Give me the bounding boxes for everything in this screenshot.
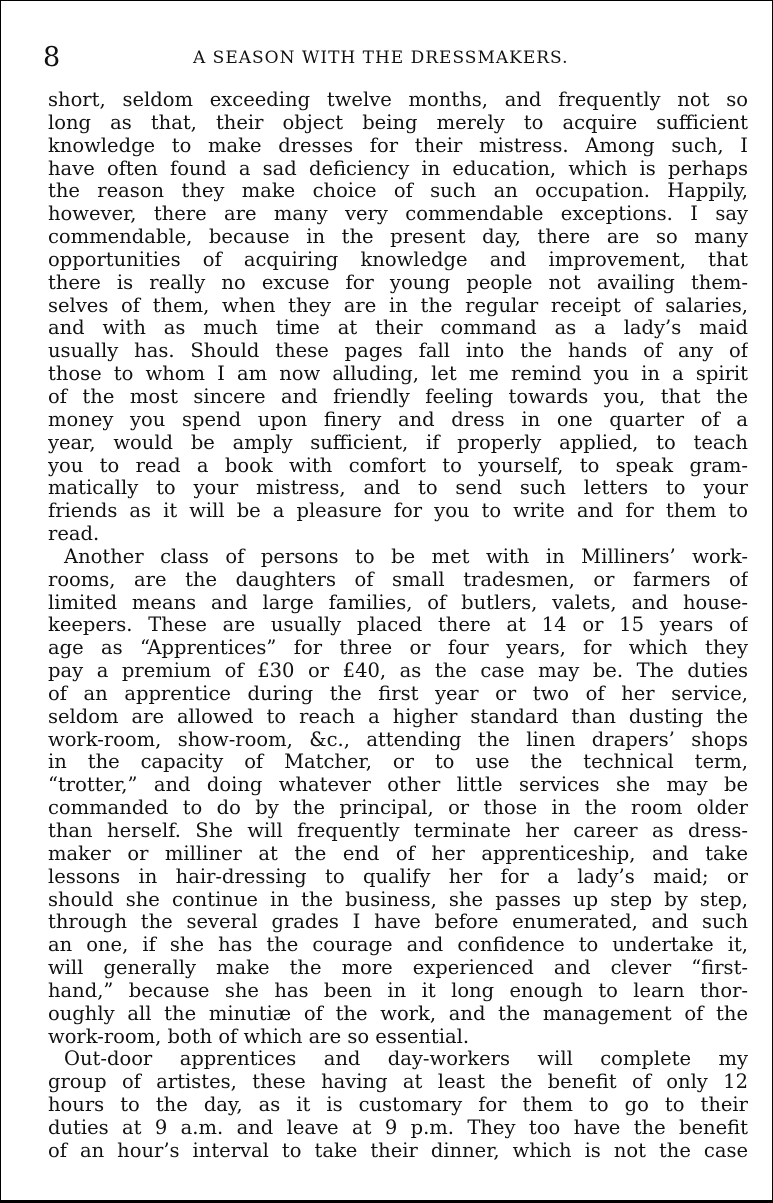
page-number: 8 xyxy=(43,42,61,73)
text-line: selves of them, when they are in the regular receipt of salaries, xyxy=(48,294,748,317)
text-line: group of artistes, these having at least the benefit of only 12 xyxy=(48,1071,748,1094)
text-line: work-room, both of which are so essential. xyxy=(48,1025,470,1048)
text-line: limited means and large families, of butlers, valets, and house- xyxy=(48,591,748,614)
text-line: there is really no excuse for young people not availing them- xyxy=(48,271,748,294)
text-line: short, seldom exceeding twelve months, and frequently not so xyxy=(48,89,748,111)
text-line: through the several grades I have before enumerated, and such xyxy=(48,911,748,934)
text-line: the reason they make choice of such an occupation. Happily, xyxy=(48,180,748,203)
text-line: than herself. She will frequently terminate her career as dress- xyxy=(48,820,748,842)
text-line: age as “Apprentices” for three or four years, for which they xyxy=(48,637,748,660)
text-line: usually has. Should these pages fall into the hands of any of xyxy=(48,340,748,363)
page-header xyxy=(1,41,773,75)
running-head: A SEASON WITH THE DRESSMAKERS. xyxy=(193,48,569,68)
text-line: of an apprentice during the first year or two of her service, xyxy=(48,682,748,705)
text-line: have often found a sad deficiency in education, which is perhaps xyxy=(48,157,748,180)
text-line: Out-door apprentices and day-workers will complete my xyxy=(64,1048,748,1071)
text-line: seldom are allowed to reach a higher standard than dusting the xyxy=(48,705,748,728)
text-line: opportunities of acquiring knowledge and improvement, that xyxy=(48,248,748,271)
text-line: hours to the day, as it is customary for them to go to their xyxy=(48,1094,748,1117)
text-line: commanded to do by the principal, or those in the room older xyxy=(48,797,748,820)
text-line: year, would be amply sufficient, if properly applied, to teach xyxy=(48,431,748,454)
text-line: you to read a book with comfort to yourself, to speak gram- xyxy=(48,454,748,477)
text-line: read. xyxy=(48,523,100,546)
text-line: in the capacity of Matcher, or to use the technical term, xyxy=(48,751,748,774)
body-text xyxy=(48,89,748,1163)
text-line: lessons in hair-dressing to qualify her for a lady’s maid; or xyxy=(48,865,748,888)
text-line: of an hour’s interval to take their dinner, which is not the case xyxy=(48,1139,748,1162)
text-line: of the most sincere and friendly feeling towards you, that the xyxy=(48,385,748,408)
text-line: matically to your mistress, and to send such letters to your xyxy=(48,477,748,500)
text-line: pay a premium of £30 or £40, as the case may be. The duties xyxy=(48,660,748,683)
text-line: should she continue in the business, she passes up step by step, xyxy=(48,888,748,911)
text-line: keepers. These are usually placed there at 14 or 15 years of xyxy=(48,614,748,637)
text-line: commendable, because in the present day, there are so many xyxy=(48,226,748,249)
text-line: oughly all the minutiæ of the work, and the management of the xyxy=(48,1002,748,1025)
text-line: duties at 9 a.m. and leave at 9 p.m. They too have the benefit xyxy=(48,1116,748,1139)
text-line: friends as it will be a pleasure for you to write and for them to xyxy=(48,500,748,523)
text-line: rooms, are the daughters of small tradesmen, or farmers of xyxy=(48,568,748,591)
text-line: and with as much time at their command as a lady’s maid xyxy=(48,317,748,340)
text-line: money you spend upon finery and dress in one quarter of a xyxy=(48,408,748,431)
text-line: “trotter,” and doing whatever other little services she may be xyxy=(48,774,748,797)
text-line: maker or milliner at the end of her apprenticeship, and take xyxy=(48,842,748,865)
text-line: will generally make the more experienced and clever “first- xyxy=(48,957,748,980)
text-line: however, there are many very commendable exceptions. I say xyxy=(48,203,748,226)
text-line: knowledge to make dresses for their mistress. Among such, I xyxy=(48,134,748,157)
text-line: an one, if she has the courage and confidence to undertake it, xyxy=(48,934,748,957)
text-line: Another class of persons to be met with in Milliners’ work- xyxy=(64,545,748,568)
text-line: hand,” because she has been in it long enough to learn thor- xyxy=(48,979,748,1002)
text-line: those to whom I am now alluding, let me remind you in a spirit xyxy=(48,363,748,386)
text-line: long as that, their object being merely to acquire sufficient xyxy=(48,111,748,134)
text-line: work-room, show-room, &c., attending the linen drapers’ shops xyxy=(48,728,748,751)
